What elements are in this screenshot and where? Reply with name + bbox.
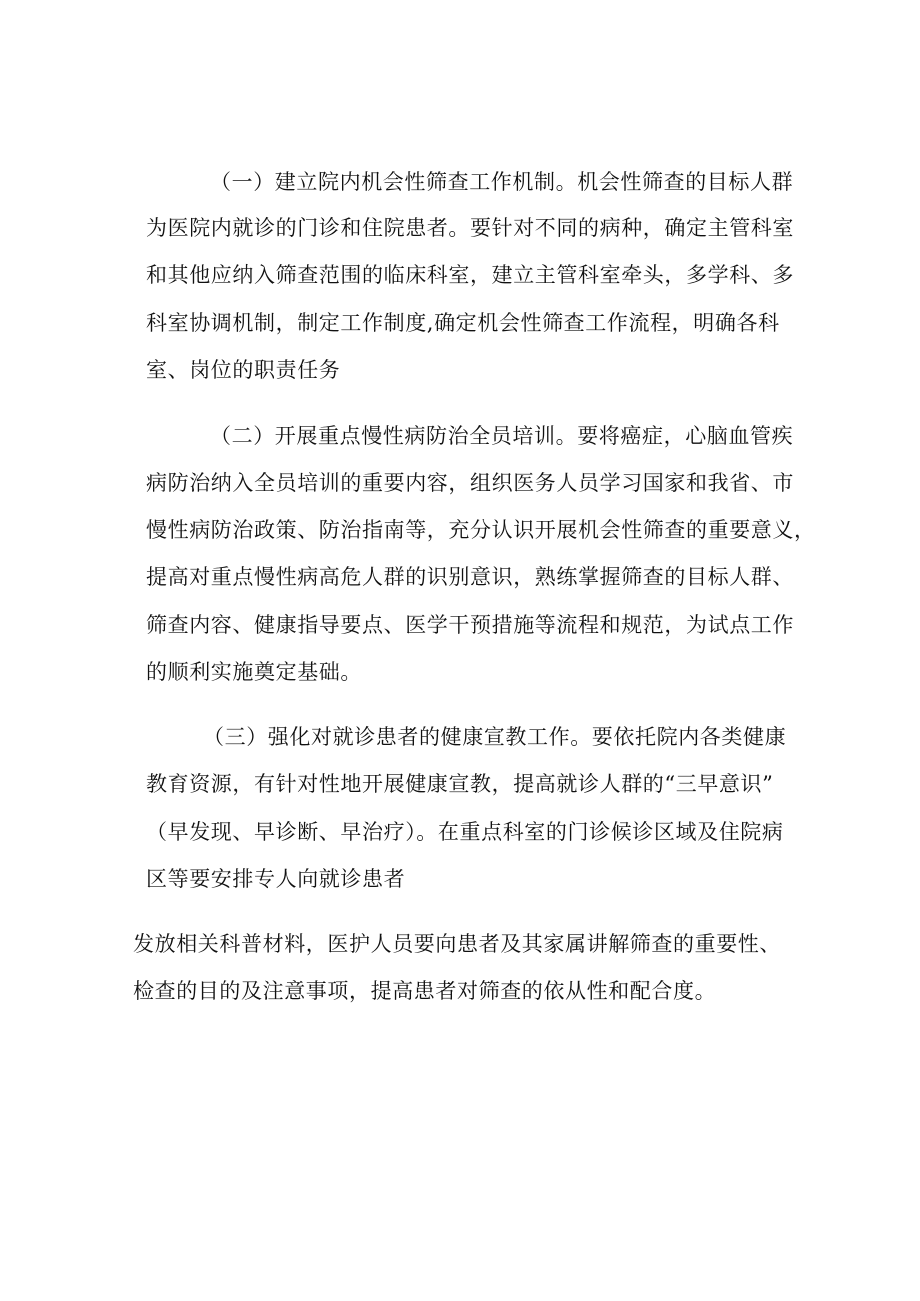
paragraph-line: 和其他应纳入筛查范围的临床科室，建立主管科室牵头，多学科、多 <box>146 263 794 287</box>
paragraph-line: （二）开展重点慢性病防治全员培训。要将癌症，心脑血管疾 <box>210 424 794 448</box>
paragraph-line: 提高对重点慢性病高危人群的识别意识，熟练掌握筛查的目标人群、 <box>146 565 794 589</box>
paragraph-line: 筛查内容、健康指导要点、医学干预措施等流程和规范，为试点工作 <box>146 613 794 637</box>
paragraph-line: 科室协调机制，制定工作制度,确定机会性筛查工作流程，明确各科 <box>146 311 780 335</box>
paragraph-line: 为医院内就诊的门诊和住院患者。要针对不同的病种，确定主管科室 <box>146 216 794 240</box>
paragraph-line: 室、岗位的职责任务 <box>146 358 341 382</box>
paragraph-line: 检查的目的及注意事项，提高患者对筛查的依从性和配合度。 <box>133 979 717 1003</box>
paragraph-line: （三）强化对就诊患者的健康宣教工作。要依托院内各类健康 <box>203 725 787 749</box>
paragraph-line: 教育资源，有针对性地开展健康宣教，提高就诊人群的“三早意识” <box>146 772 774 796</box>
paragraph-line: （一）建立院内机会性筛查工作机制。机会性筛查的目标人群 <box>210 170 794 194</box>
paragraph-line: 发放相关科普材料，医护人员要向患者及其家属讲解筛查的重要性、 <box>133 932 781 956</box>
paragraph-line: （早发现、早诊断、早治疗）。在重点科室的门诊候诊区域及住院病 <box>146 820 784 844</box>
paragraph-line: 的顺利实施奠定基础。 <box>146 660 362 684</box>
paragraph-line: 慢性病防治政策、防治指南等，充分认识开展机会性筛查的重要意义， <box>146 518 816 542</box>
paragraph-line: 病防治纳入全员培训的重要内容，组织医务人员学习国家和我省、市 <box>146 471 794 495</box>
paragraph-line: 区等要安排专人向就诊患者 <box>146 867 406 891</box>
